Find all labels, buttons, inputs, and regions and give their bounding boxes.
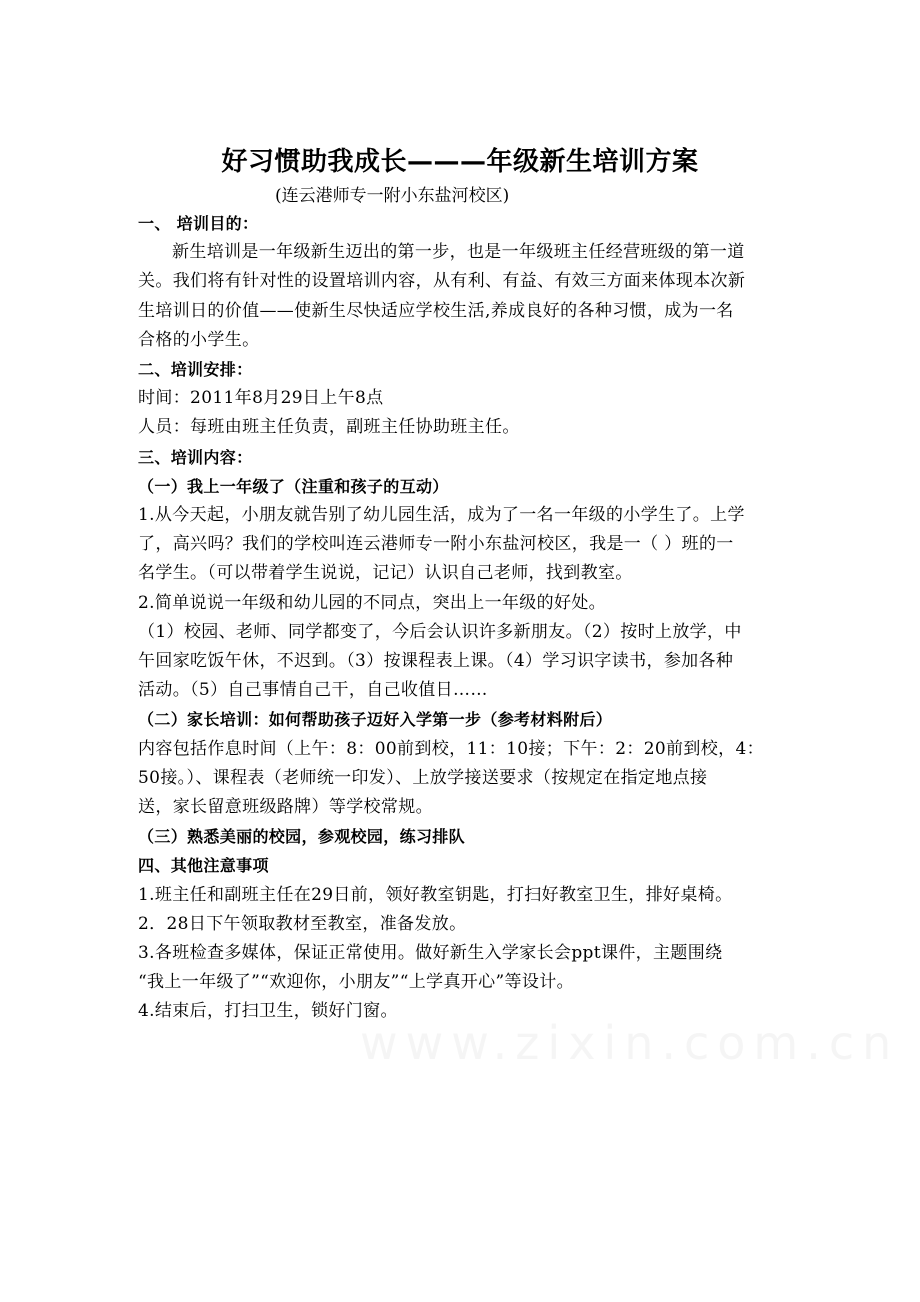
section-heading: 三、培训内容：: [138, 447, 253, 467]
paragraph-line: 新生培训是一年级新生迈出的第一步，也是一年级班主任经营班级的第一道: [172, 242, 745, 263]
section-heading: （一）我上一年级了（注重和孩子的互动）: [138, 476, 449, 496]
paragraph-line: 活动。（5）自己事情自己干，自己收值日……: [138, 680, 488, 701]
paragraph-line: 送，家长留意班级路牌）等学校常规。: [138, 797, 433, 818]
paragraph-line: （1）校园、老师、同学都变了，今后会认识许多新朋友。（2）按时上放学，中: [138, 621, 742, 642]
paragraph-line: 2．28日下午领取教材至教室，准备发放。: [138, 913, 467, 934]
section-heading: （三）熟悉美丽的校园，参观校园，练习排队: [138, 827, 466, 847]
paragraph-line: 合格的小学生。: [138, 329, 260, 350]
paragraph-line: 午回家吃饭午休，不迟到。（3）按课程表上课。（4）学习识字读书，参加各种: [138, 651, 734, 672]
section-heading: 一、 培训目的：: [138, 214, 259, 233]
paragraph-line: “我上一年级了”“欢迎你，小朋友”“上学真开心”等设计。: [138, 972, 574, 993]
paragraph-line: 名学生。（可以带着学生说说，记记）认识自己老师，找到教室。: [138, 563, 633, 584]
section-heading: 二、培训安排：: [138, 360, 253, 380]
paragraph-line: 内容包括作息时间（上午：8：00前到校，11：10接；下午：2：20前到校，4：: [138, 738, 764, 759]
paragraph-line: 4.结束后，打扫卫生，锁好门窗。: [138, 1001, 398, 1022]
paragraph-line: 关。我们将有针对性的设置培训内容，从有利、有益、有效三方面来体现本次新: [138, 271, 746, 292]
paragraph-line: 时间：2011年8月29日上午8点: [138, 388, 384, 409]
paragraph-line: 1.班主任和副班主任在29日前，领好教室钥匙，打扫好教室卫生，排好桌椅。: [138, 884, 733, 905]
document-title: 好习惯助我成长———年级新生培训方案: [221, 147, 699, 177]
section-heading: 四、其他注意事项: [138, 856, 269, 876]
paragraph-line: 3.各班检查多媒体，保证正常使用。做好新生入学家长会ppt课件，主题围绕: [138, 943, 723, 964]
paragraph-line: 2.简单说说一年级和幼儿园的不同点，突出上一年级的好处。: [138, 592, 607, 613]
document-body: [138, 209, 788, 1027]
watermark-text: www.zixin.com.cn: [360, 1016, 900, 1070]
section-heading: （二）家长培训：如何帮助孩子迈好入学第一步（参考材料附后）: [138, 710, 613, 730]
paragraph-line: 生培训日的价值——使新生尽快适应学校生活,养成良好的各种习惯，成为一名: [138, 300, 734, 321]
paragraph-line: 1.从今天起，小朋友就告别了幼儿园生活，成为了一名一年级的小学生了。上学: [138, 505, 745, 526]
paragraph-line: 了，高兴吗？我们的学校叫连云港师专一附小东盐河校区，我是一（ ）班的一: [138, 534, 734, 555]
document-subtitle: (连云港师专一附小东盐河校区): [275, 186, 510, 206]
paragraph-line: 50接。）、课程表（老师统一印发）、上放学接送要求（按规定在指定地点接: [138, 767, 708, 788]
paragraph-line: 人员：每班由班主任负责，副班主任协助班主任。: [138, 417, 520, 438]
